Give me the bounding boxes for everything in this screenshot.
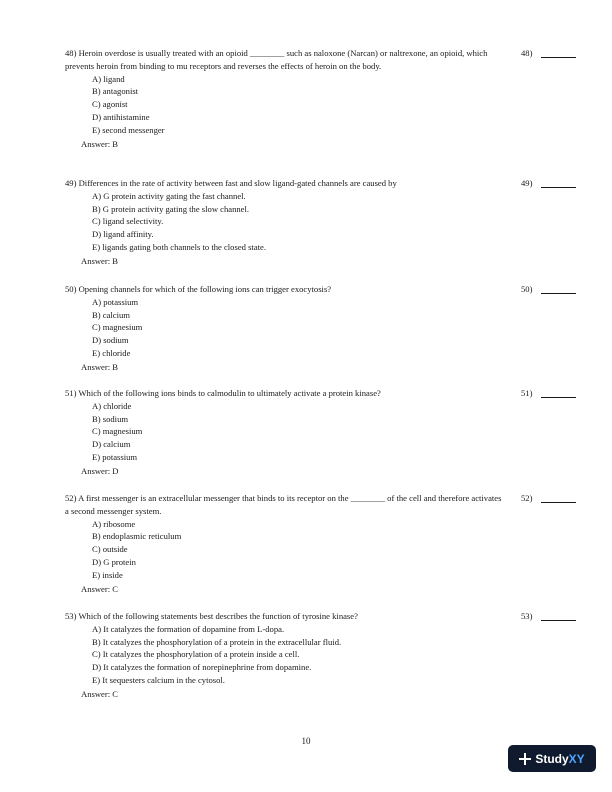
- question-stem: 50) Opening channels for which of the following ions can trigger exocytosis?: [65, 284, 332, 294]
- option-a: A) ribosome: [92, 518, 136, 529]
- question-51: [65, 387, 585, 478]
- answer-number: 48): [521, 48, 533, 58]
- option-c: C) agonist: [92, 99, 128, 110]
- option-c: C) magnesium: [92, 426, 143, 437]
- option-a: A) ligand: [92, 73, 125, 84]
- option-e: E) inside: [92, 569, 123, 580]
- answer-line: Answer: B: [81, 361, 118, 372]
- option-b: B) G protein activity gating the slow channel.: [92, 203, 250, 214]
- option-d: D) calcium: [92, 439, 131, 450]
- option-d: D) It catalyzes the formation of norepinephrine from dopamine.: [92, 662, 312, 673]
- option-e: E) second messenger: [92, 124, 165, 135]
- answer-blank: [541, 397, 576, 398]
- answer-line: Answer: D: [81, 465, 119, 476]
- option-b: B) It catalyzes the phosphorylation of a protein in the extracellular fluid.: [92, 636, 342, 647]
- option-e: E) ligands gating both channels to the closed state.: [92, 241, 266, 252]
- options-list: [92, 296, 585, 360]
- option-d: D) antihistamine: [92, 111, 150, 122]
- option-d: D) ligand affinity.: [92, 229, 154, 240]
- options-list: [92, 400, 585, 464]
- question-48: [65, 47, 585, 150]
- option-a: A) potassium: [92, 296, 139, 307]
- option-d: D) sodium: [92, 335, 129, 346]
- options-list: [92, 623, 585, 687]
- answer-number: 50): [521, 284, 533, 294]
- option-c: C) ligand selectivity.: [92, 216, 164, 227]
- answer-line: Answer: C: [81, 688, 118, 699]
- answer-blank: [541, 293, 576, 294]
- answer-line: Answer: B: [81, 138, 118, 149]
- question-stem: 48) Heroin overdose is usually treated with an opioid ________ such as naloxone (Narcan) or naltrexone, an opioid, which prevents heroin from binding to mu receptors and reverses the effects of heroin on the body.: [65, 48, 488, 71]
- question-stem: 52) A first messenger is an extracellular messenger that binds to its receptor on the ________ of the cell and therefore activates a second messenger system.: [65, 493, 502, 516]
- answer-number: 53): [521, 611, 533, 621]
- question-53: [65, 610, 585, 701]
- answer-blank: [541, 620, 576, 621]
- option-d: D) G protein: [92, 556, 136, 567]
- question-49: [65, 177, 585, 268]
- option-e: E) potassium: [92, 451, 138, 462]
- option-b: B) antagonist: [92, 86, 139, 97]
- question-52: [65, 492, 585, 595]
- answer-blank: [541, 57, 576, 58]
- question-stem: 49) Differences in the rate of activity between fast and slow ligand-gated channels are caused by: [65, 178, 397, 188]
- page-number: 10: [301, 736, 311, 746]
- answer-number: 51): [521, 388, 533, 398]
- option-b: B) calcium: [92, 309, 130, 320]
- question-stem: 51) Which of the following ions binds to calmodulin to ultimately activate a protein kinase?: [65, 388, 381, 398]
- options-list: [92, 73, 585, 137]
- option-c: C) It catalyzes the phosphorylation of a protein inside a cell.: [92, 649, 300, 660]
- answer-blank: [541, 187, 576, 188]
- plus-icon: [519, 753, 531, 765]
- logo-text: Study: [535, 751, 569, 766]
- option-c: C) magnesium: [92, 322, 143, 333]
- logo-accent: XY: [568, 751, 585, 766]
- option-a: A) G protein activity gating the fast channel.: [92, 190, 246, 201]
- options-list: [92, 190, 585, 254]
- answer-line: Answer: B: [81, 255, 118, 266]
- studyxy-logo[interactable]: [508, 745, 596, 772]
- options-list: [92, 518, 585, 582]
- option-a: A) It catalyzes the formation of dopamine from L-dopa.: [92, 623, 285, 634]
- question-50: [65, 283, 585, 374]
- answer-line: Answer: C: [81, 583, 118, 594]
- option-e: E) chloride: [92, 347, 131, 358]
- answer-number: 49): [521, 178, 533, 188]
- answer-number: 52): [521, 493, 533, 503]
- option-b: B) endoplasmic reticulum: [92, 531, 182, 542]
- option-e: E) It sequesters calcium in the cytosol.: [92, 674, 225, 685]
- option-c: C) outside: [92, 544, 128, 555]
- question-stem: 53) Which of the following statements best describes the function of tyrosine kinase?: [65, 611, 358, 621]
- answer-blank: [541, 502, 576, 503]
- option-b: B) sodium: [92, 413, 129, 424]
- option-a: A) chloride: [92, 400, 132, 411]
